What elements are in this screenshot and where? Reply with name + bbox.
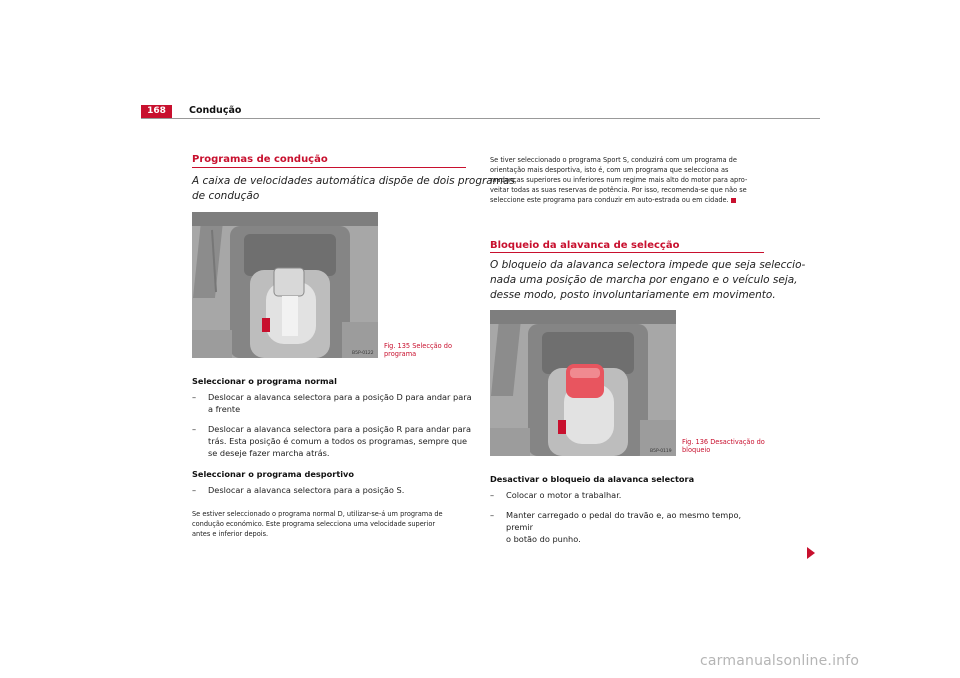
paragraph-sport: Se tiver seleccionado o programa Sport S, conduzirá com um programa de orientação mais desportiva, isto é, com um programa que selecciona as mudanças superiores ou inferiores num regime mais alto do motor para apro- veitar todas as suas reservas de potência. Por isso, recomenda-se que não se seleccione este programa para conduzir em auto-estrada ou em cidade.	[490, 156, 748, 204]
figure-code: B5P-0122	[352, 351, 374, 356]
figure-136	[490, 310, 676, 456]
figure-caption-135: Fig. 135 Selecção do programa	[384, 342, 452, 358]
note-text: Se estiver seleccionado o programa normal D, utilizar-se-á um programa de condução económico. Este programa selecciona uma velocidade superior antes e inferior depois.	[192, 510, 443, 538]
figure-135	[192, 212, 378, 358]
list-item: – Deslocar a alavanca selectora para a posição R para andar para trás. Esta posição é comum a todos os programas, sempre que se deseje fazer marcha atrás.	[192, 424, 471, 458]
section-title: Condução	[189, 105, 242, 116]
list-item: – Deslocar a alavanca selectora para a posição D para andar para a frente	[192, 392, 472, 414]
header-divider	[141, 118, 820, 119]
page-number: 168	[141, 105, 172, 118]
lead-text: A caixa de velocidades automática dispõe de dois programas de condução	[192, 175, 515, 202]
gear-selector-illustration	[192, 212, 378, 358]
gear-lock-illustration	[490, 310, 676, 456]
subheading-desportivo: Seleccionar o programa desportivo	[192, 469, 355, 479]
figure-code: B5P-0119	[650, 449, 672, 454]
section-heading-programas: Programas de condução	[192, 154, 328, 165]
list-item: – Colocar o motor a trabalhar.	[490, 490, 622, 500]
end-square-icon	[731, 198, 736, 203]
subheading-desactivar: Desactivar o bloqueio da alavanca selectora	[490, 474, 695, 484]
subheading-normal: Seleccionar o programa normal	[192, 376, 337, 386]
arrow-right-icon[interactable]	[807, 547, 815, 559]
list-item: – Deslocar a alavanca selectora para a posição S.	[192, 485, 405, 495]
section-heading-bloqueio: Bloqueio da alavanca de selecção	[490, 240, 680, 251]
heading-rule	[192, 167, 466, 168]
heading-rule	[490, 252, 764, 253]
watermark: carmanualsonline.info	[700, 653, 860, 669]
list-item: – Manter carregado o pedal do travão e, ao mesmo tempo, premir o botão do punho.	[490, 510, 742, 544]
figure-caption-136: Fig. 136 Desactivação do bloqueio	[682, 438, 765, 454]
lead-text: O bloqueio da alavanca selectora impede que seja seleccio- nada uma posição de marcha por engano e o veículo seja, desse modo, posto involuntariamente em movimento.	[490, 259, 806, 301]
